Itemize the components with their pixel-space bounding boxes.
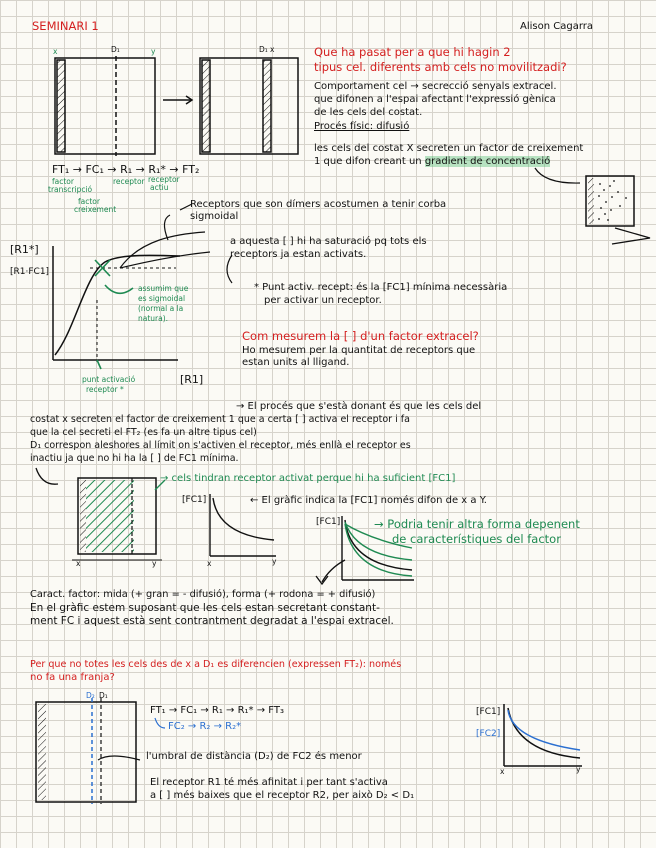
activation-point-def-1: * Punt activ. recept: és la [FC1] mínima necessària: [254, 282, 508, 293]
process-line-5: inactiu ja que no hi ha la [ ] de FC1 mínima.: [30, 453, 239, 464]
graph3-label-fc1: [FC1]: [476, 707, 501, 717]
signal-chain-2b: FC₂ → R₂ → R₂*: [168, 721, 242, 732]
sigmoid-assumption-4: natura).: [138, 314, 169, 323]
question-3-line-2: no fa una franja?: [30, 672, 115, 683]
behaviour-line-1: Comportament cel → secrecció senyals extracel.: [314, 81, 557, 92]
diagram1-label-x: x: [53, 47, 58, 56]
question-3-line-1: Per que no totes les cels des de x a D₁ es diferencien (expressen FT₂): només: [30, 659, 402, 670]
question-1-line-1: Que ha pasat per a que hi hagin 2: [314, 45, 511, 59]
diagram2-label-y: y: [152, 559, 157, 568]
x-axis-label-r1: [R1]: [180, 373, 204, 386]
y-axis-label-r1-fc1: [R1·FC1]: [10, 267, 50, 277]
dimer-note-line-2: sigmoidal: [190, 211, 239, 222]
measure-line-1: Ho mesurem per la quantitat de receptors que: [242, 345, 476, 356]
saturation-line-2: receptors ja estan activats.: [230, 249, 367, 260]
chain-label-growth-factor-b: creixement: [74, 205, 117, 214]
behaviour-line-3: de les cels del costat.: [314, 107, 423, 118]
diagram2-box: [72, 478, 162, 560]
diagram1-left-box: [55, 56, 155, 156]
sigmoid-assumption-2: es sigmoidal: [138, 294, 186, 303]
chain-label-active-receptor: receptor: [148, 175, 180, 184]
graph3-label-fc2: [FC2]: [476, 729, 501, 739]
chain-label-receptor: receptor: [113, 177, 145, 186]
diagram3-box: [36, 698, 136, 804]
y-axis-label-r1-star: [R1*]: [10, 243, 39, 256]
signal-chain-2a: FT₁ → FC₁ → R₁ → R₁* → FT₃: [150, 705, 284, 716]
question-2: Com mesurem la [ ] d'un factor extracel?: [242, 329, 479, 343]
chain-label-active-receptor-b: actiu: [150, 183, 169, 192]
secretion-line-1: les cels del costat X secreten un factor de creixement: [314, 143, 584, 154]
activation-point-label-2: receptor *: [86, 385, 124, 394]
affinity-line-2: a [ ] més baixes que el receptor R2, per això D₂ < D₁: [150, 790, 415, 801]
diagram3-label-d1: D₁: [99, 691, 108, 700]
diagram1-right-label-x: x: [270, 45, 275, 54]
process-line-3: que la cel secreti el FT₂ (es fa un altre tipus cel): [30, 427, 257, 438]
assumption-line-1: En el gràfic estem suposant que les cels estan secretant constant-: [30, 602, 380, 614]
chain-label-growth-factor: factor: [78, 197, 100, 206]
graph-fc1-fc2: [504, 704, 582, 766]
diagram3-label-d2: D₂: [86, 691, 95, 700]
page-title: SEMINARI 1: [32, 19, 99, 33]
process-line-1: → El procés que s'està donant és que les cels del: [236, 401, 482, 412]
signal-chain-1: FT₁ → FC₁ → R₁ → R₁* → FT₂: [52, 163, 200, 176]
graph2a-note: ← El gràfic indica la [FC1] només difon de x a Y.: [250, 495, 487, 506]
activation-point-label-1: punt activació: [82, 375, 136, 384]
behaviour-line-2: que difonen a l'espai afectant l'expressió gènica: [314, 94, 556, 105]
sigmoid-graph: [53, 232, 210, 362]
diagram1-label-y: y: [151, 47, 156, 56]
graph2a-y-label: [FC1]: [182, 495, 207, 505]
factor-characteristics: Caract. factor: mida (+ gran = - difusió), forma (+ rodona = + difusió): [30, 589, 376, 600]
question-1-line-2: tipus cel. diferents amb cels no movilitzadi?: [314, 60, 567, 74]
diagram1-label-d1: D₁: [111, 45, 120, 54]
diagram1-right-box: [200, 58, 298, 154]
graph3-label-y: y: [576, 765, 581, 774]
saturation-line-1: a aquesta [ ] hi ha saturació pq tots els: [230, 236, 427, 247]
graph2a-label-x: x: [207, 559, 212, 568]
graph2a-label-y: y: [272, 557, 277, 566]
chain-label-transcription-factor: factor: [52, 177, 74, 186]
diagram2-label-x: x: [76, 559, 81, 568]
physical-process: Procés físic: difusió: [314, 121, 410, 132]
process-line-4: D₁ correspon aleshores al límit on s'activen el receptor, més enllà el receptor es: [30, 440, 411, 451]
sigmoid-assumption-1: assumim que: [138, 284, 189, 293]
gradient-box: [586, 176, 634, 226]
affinity-line-1: El receptor R1 té més afinitat i per tant s'activa: [150, 777, 388, 788]
secretion-line-2: 1 que difon creant un gradient de concentració: [314, 156, 551, 167]
measure-line-2: estan units al lligand.: [242, 357, 350, 368]
diagram1-right-label-d1: D₁: [259, 45, 268, 54]
author-name: Alison Cagarra: [520, 21, 594, 32]
chain-label-transcription-factor-b: transcripció: [48, 185, 93, 194]
sigmoid-green-marks: [95, 260, 133, 369]
gradient-highlight: gradient de concentració: [424, 156, 551, 167]
assumption-line-2: ment FC i aquest està sent contrantment degradat a l'espai extracel.: [30, 615, 394, 627]
dimer-note-line-1: Receptors que son dímers acostumen a tenir corba: [190, 199, 447, 210]
threshold-note: l'umbral de distància (D₂) de FC2 és menor: [146, 751, 362, 762]
process-line-2: costat x secreten el factor de creixement 1 que a certa [ ] activa el receptor i fa: [30, 414, 410, 425]
activation-point-def-2: per activar un receptor.: [264, 295, 382, 306]
alternative-shape-note-2: de característiques del factor: [392, 532, 561, 546]
alternative-shape-note-1: → Podria tenir altra forma depenent: [374, 517, 580, 531]
graph2b-y-label: [FC1]: [316, 517, 341, 527]
graph3-label-x: x: [500, 767, 505, 776]
sigmoid-assumption-3: (normal a la: [138, 304, 184, 313]
active-receptors-note: → cels tindran receptor activat perque hi ha suficient [FC1]: [160, 473, 456, 484]
